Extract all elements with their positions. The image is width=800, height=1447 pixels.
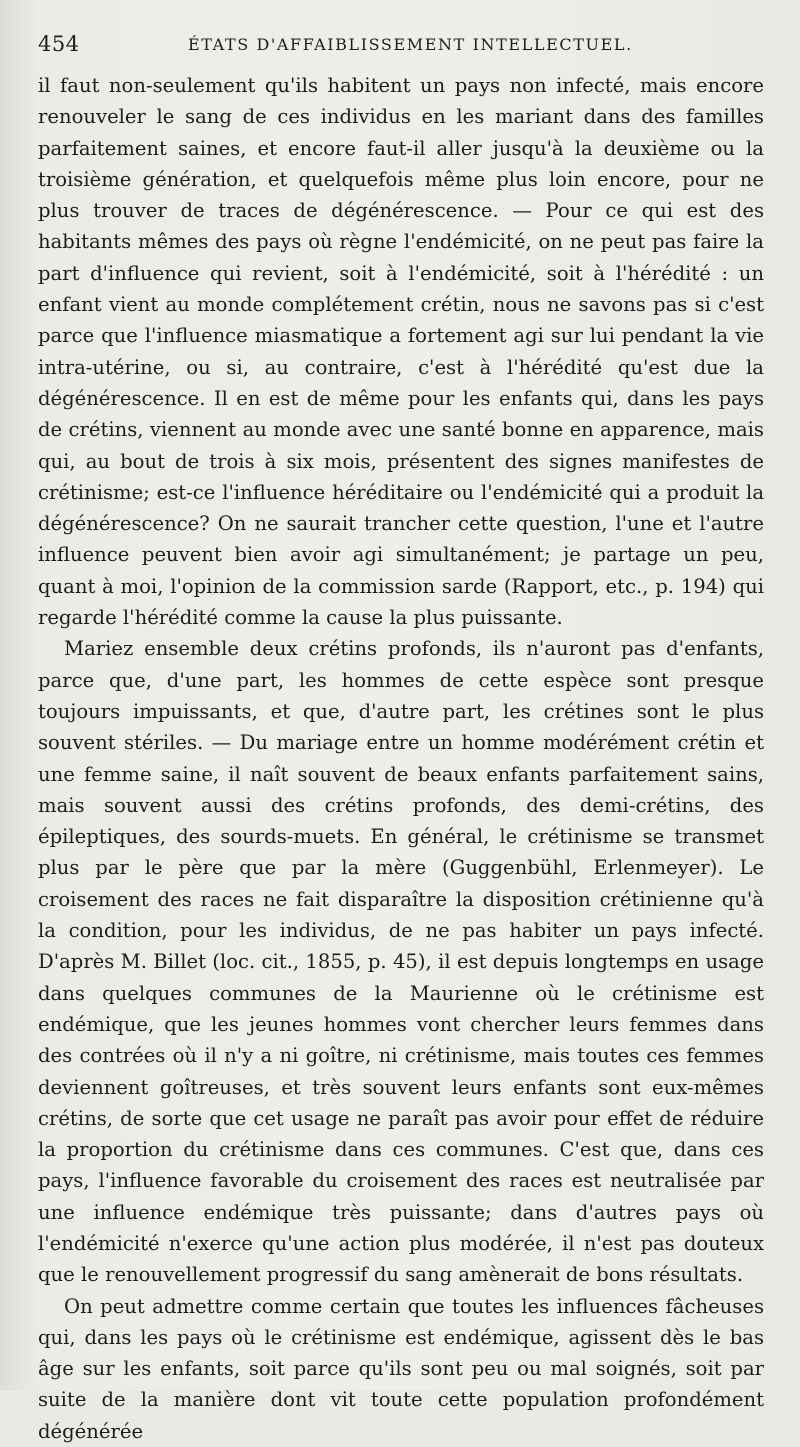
paragraph-mariez: Mariez ensemble deux crétins profonds, ils n'auront pas d'enfants, parce que, d'une part, les hommes de cette espèce sont presque toujours impuissants, et que, d'autre part, les crétines sont le plus souvent stériles. — Du mariage entre un homme modérément crétin et une femme saine, il naît souvent de beaux enfants parfaitement sains, mais souvent aussi des crétins profonds, des demi-crétins, des épileptiques, des sourds-muets. En général, le crétinisme se transmet plus par le père que par la mère (Guggenbühl, Erlenmeyer). Le croisement des races ne fait disparaître la disposition crétinienne qu'à la condition, pour les individus, de ne pas habiter un pays infecté. D'après M. Billet (loc. cit., 1855, p. 45), il est depuis longtemps en usage dans quelques communes de la Maurienne où le crétinisme est endémique, que les jeunes hommes vont chercher leurs femmes dans des contrées où il n'y a ni goître, ni crétinisme, mais toutes ces femmes deviennent goîtreuses, et très souvent leurs enfants sont eux-mêmes crétins, de sorte que cet usage ne paraît pas avoir pour effet de réduire la proportion du crétinisme dans ces communes. C'est que, dans ces pays, l'influence favorable du croisement des races est neutralisée par une influence endémique très puissante; dans d'autres pays où l'endémicité n'exerce qu'une action plus modérée, il n'est pas douteux que le renouvellement progressif du sang amènerait de bons résultats. (38, 637, 764, 1287)
paragraph-on-peut: On peut admettre comme certain que toutes les influences fâcheuses qui, dans les pays où le crétinisme est endémique, agissent dès le bas âge sur les enfants, soit parce qu'ils sont peu ou mal soignés, soit par suite de la manière dont vit toute cette population profondément dégénérée (38, 1294, 764, 1443)
running-header (38, 30, 764, 64)
page-number: 454 (38, 32, 80, 56)
running-title: ÉTATS D'AFFAIBLISSEMENT INTELLECTUEL. (188, 35, 633, 54)
paragraph-continuation: il faut non-seulement qu'ils habitent un pays non infecté, mais encore renouveler le sang de ces individus en les mariant dans des familles parfaitement saines, et encore faut-il aller jusqu'à la deuxième ou la troisième génération, et quelquefois même plus loin encore, pour ne plus trouver de traces de dégénérescence. — Pour ce qui est des habitants mêmes des pays où règne l'endémicité, on ne peut pas faire la part d'influence qui revient, soit à l'endémicité, soit à l'hérédité : un enfant vient au monde complétement crétin, nous ne savons pas si c'est parce que l'influence miasmatique a fortement agi sur lui pendant la vie intra-utérine, ou si, au contraire, c'est à l'hérédité qu'est due la dégénérescence. Il en est de même pour les enfants qui, dans les pays de crétins, viennent au monde avec une santé bonne en apparence, mais qui, au bout de trois à six mois, présentent des signes manifestes de crétinisme; est-ce l'influence héréditaire ou l'endémicité qui a produit la dégénérescence? On ne saurait trancher cette question, l'une et l'autre influence peuvent bien avoir agi simultanément; je partage un peu, quant à moi, l'opinion de la commission sarde (Rapport, etc., p. 194) qui regarde l'hérédité comme la cause la plus puissante. (38, 74, 764, 630)
body-text (38, 70, 764, 1447)
